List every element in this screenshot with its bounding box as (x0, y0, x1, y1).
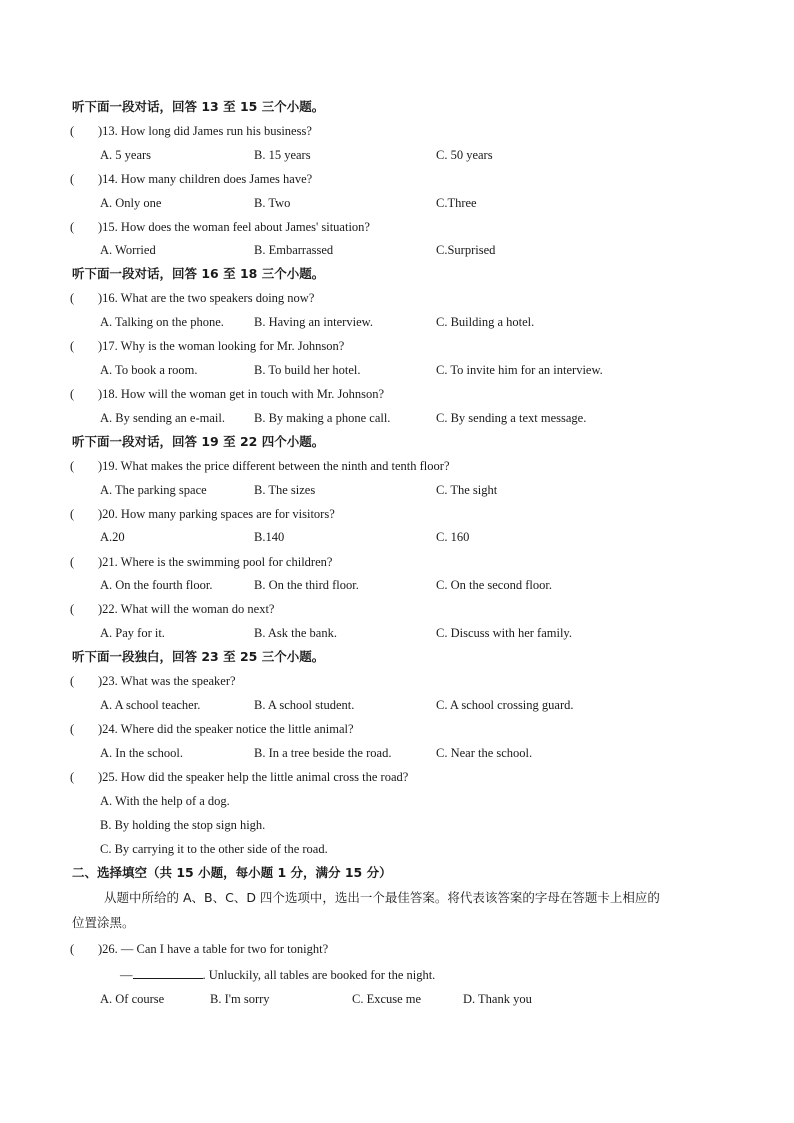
q26-option-c: C. Excuse me (352, 992, 422, 1006)
q20-option-a: A.20 (100, 530, 125, 544)
q26-reply (120, 966, 435, 983)
section-heading-19-22: 听下面一段对话，回答 19 至 22 四个小题。 (72, 434, 325, 449)
q26-reply-text: . Unluckily, all tables are booked for the night. (202, 968, 436, 982)
question-20: ( )20. How many parking spaces are for visitors? (70, 507, 335, 521)
q24-option-a: A. In the school. (100, 746, 183, 760)
q25-option-a: A. With the help of a dog. (100, 794, 230, 808)
q18-option-c: C. By sending a text message. (436, 411, 587, 425)
q20-option-c: C. 160 (436, 530, 470, 544)
q26-option-d: D. Thank you (463, 992, 532, 1006)
q19-option-a: A. The parking space (100, 483, 207, 497)
q22-option-b: B. Ask the bank. (254, 626, 337, 640)
question-19: ( )19. What makes the price different between the ninth and tenth floor? (70, 459, 450, 473)
q15-option-a: A. Worried (100, 243, 156, 257)
q23-option-b: B. A school student. (254, 698, 355, 712)
q14-option-c: C.Three (436, 196, 477, 210)
q23-option-a: A. A school teacher. (100, 698, 201, 712)
q19-option-b: B. The sizes (254, 483, 316, 497)
q13-option-c: C. 50 years (436, 148, 493, 162)
q16-option-a: A. Talking on the phone. (100, 315, 224, 329)
q22-option-a: A. Pay for it. (100, 626, 165, 640)
q21-option-b: B. On the third floor. (254, 578, 359, 592)
instructions-line-1: 从题中所给的 A、B、C、D 四个选项中，选出一个最佳答案。将代表该答案的字母在答题卡上相应的 (104, 890, 660, 905)
part-two-heading: 二、选择填空（共 15 小题，每小题 1 分，满分 15 分） (72, 865, 392, 880)
q22-option-c: C. Discuss with her family. (436, 626, 572, 640)
q21-option-a: A. On the fourth floor. (100, 578, 213, 592)
section-heading-13-15: 听下面一段对话，回答 13 至 15 三个小题。 (72, 99, 325, 114)
question-14: ( )14. How many children does James have? (70, 172, 313, 186)
q26-option-b: B. I'm sorry (210, 992, 270, 1006)
q13-option-a: A. 5 years (100, 148, 152, 162)
q25-option-c: C. By carrying it to the other side of the road. (100, 842, 328, 856)
q25-option-b: B. By holding the stop sign high. (100, 818, 266, 832)
q21-option-c: C. On the second floor. (436, 578, 552, 592)
q16-option-b: B. Having an interview. (254, 315, 373, 329)
q15-option-c: C.Surprised (436, 243, 496, 257)
q26-option-a: A. Of course (100, 992, 165, 1006)
question-23: ( )23. What was the speaker? (70, 674, 236, 688)
q17-option-b: B. To build her hotel. (254, 363, 361, 377)
q19-option-c: C. The sight (436, 483, 498, 497)
section-heading-16-18: 听下面一段对话，回答 16 至 18 三个小题。 (72, 266, 325, 281)
answer-blank (133, 966, 203, 979)
question-13: ( )13. How long did James run his business? (70, 124, 312, 138)
q24-option-b: B. In a tree beside the road. (254, 746, 392, 760)
q17-option-c: C. To invite him for an interview. (436, 363, 603, 377)
question-21: ( )21. Where is the swimming pool for children? (70, 555, 333, 569)
question-16: ( )16. What are the two speakers doing now? (70, 291, 315, 305)
question-24: ( )24. Where did the speaker notice the little animal? (70, 722, 354, 736)
q15-option-b: B. Embarrassed (254, 243, 334, 257)
q14-option-a: A. Only one (100, 196, 162, 210)
q16-option-c: C. Building a hotel. (436, 315, 535, 329)
question-15: ( )15. How does the woman feel about James' situation? (70, 220, 370, 234)
q24-option-c: C. Near the school. (436, 746, 533, 760)
q14-option-b: B. Two (254, 196, 291, 210)
section-heading-23-25: 听下面一段独白，回答 23 至 25 三个小题。 (72, 649, 325, 664)
question-18: ( )18. How will the woman get in touch with Mr. Johnson? (70, 387, 385, 401)
q18-option-a: A. By sending an e-mail. (100, 411, 225, 425)
instructions-line-2: 位置涂黑。 (72, 915, 135, 930)
question-22: ( )22. What will the woman do next? (70, 602, 275, 616)
q23-option-c: C. A school crossing guard. (436, 698, 574, 712)
question-25: ( )25. How did the speaker help the little animal cross the road? (70, 770, 409, 784)
q20-option-b: B.140 (254, 530, 285, 544)
q26-reply-dash: — (120, 968, 133, 982)
question-26: ( )26. — Can I have a table for two for tonight? (70, 942, 329, 956)
q18-option-b: B. By making a phone call. (254, 411, 391, 425)
q17-option-a: A. To book a room. (100, 363, 198, 377)
question-17: ( )17. Why is the woman looking for Mr. Johnson? (70, 339, 345, 353)
q13-option-b: B. 15 years (254, 148, 311, 162)
